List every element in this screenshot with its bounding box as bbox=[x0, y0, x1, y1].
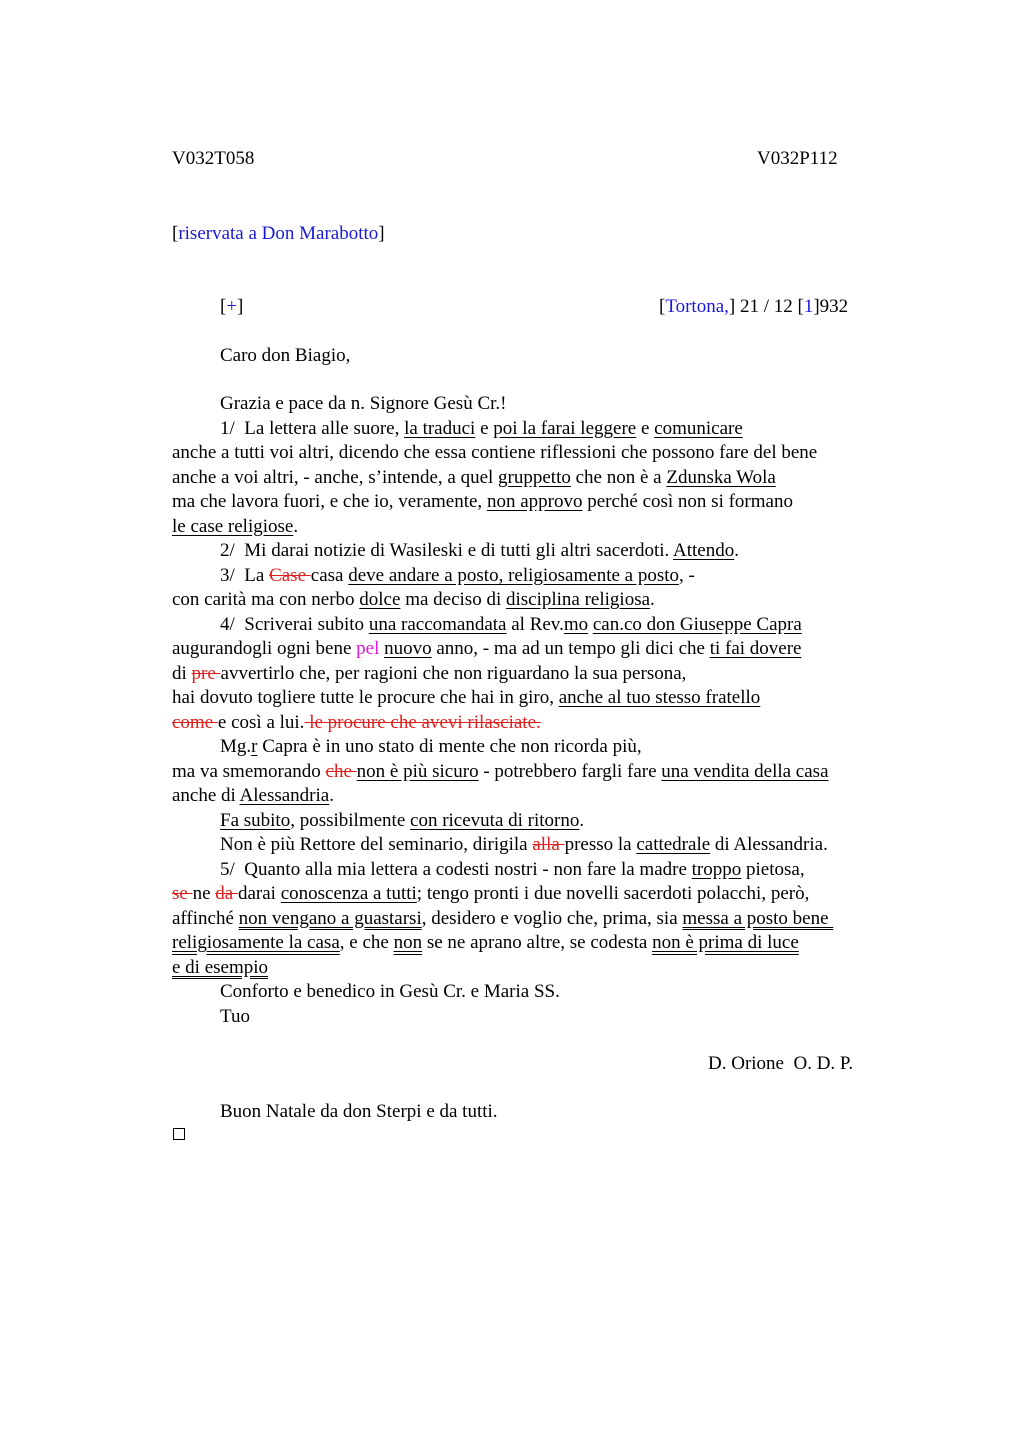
text: di Alessandria. bbox=[710, 834, 828, 855]
underlined-text: non approvo bbox=[486, 491, 583, 512]
body-line: Grazia e pace da n. Signore Gesù Cr.! bbox=[220, 393, 507, 414]
body-line bbox=[172, 931, 892, 956]
deleted-text: come bbox=[172, 711, 218, 733]
text: perché così non si formano bbox=[582, 491, 793, 512]
bracket-open: [ bbox=[659, 296, 666, 317]
text: hai dovuto togliere tutte le procure che hai in giro, bbox=[172, 687, 559, 708]
text: ma deciso di bbox=[400, 589, 506, 610]
text: . bbox=[293, 515, 299, 537]
text: 2/ Mi darai notizie di Wasileski e di tutti gli altri sacerdoti. bbox=[220, 540, 673, 561]
text: se ne aprano altre, se codesta bbox=[422, 932, 653, 953]
text: Non è più Rettore del seminario, dirigila bbox=[220, 834, 533, 855]
text: Mg. bbox=[220, 736, 252, 757]
text: 5/ Quanto alla mia lettera a codesti nostri - non fare la madre bbox=[220, 858, 692, 880]
text: . bbox=[650, 589, 655, 610]
variant-text: pel bbox=[356, 638, 380, 659]
text: pietosa, bbox=[741, 858, 805, 880]
text: ma va smemorando bbox=[172, 760, 326, 782]
note-text: riservata a Don Marabotto bbox=[178, 223, 379, 244]
double-underlined-text: messa a posto bene bbox=[682, 907, 834, 929]
double-underlined-text: non è prima di luce bbox=[652, 932, 799, 953]
double-underlined-text: non vengano a guastarsi bbox=[238, 907, 422, 929]
body-line bbox=[172, 956, 892, 981]
underlined-text: nuovo bbox=[384, 638, 432, 659]
bracket-close: ] bbox=[237, 296, 244, 317]
text: , - bbox=[679, 564, 695, 586]
underlined-text: Attendo bbox=[672, 540, 735, 561]
underlined-text: con ricevuta di ritorno bbox=[410, 809, 580, 831]
underlined-text: dolce bbox=[359, 589, 401, 610]
cross-mark bbox=[220, 297, 243, 316]
underlined-text: troppo bbox=[691, 858, 742, 880]
text: ne bbox=[192, 883, 216, 904]
underlined-text: gruppetto bbox=[498, 466, 571, 488]
body-line bbox=[172, 564, 892, 589]
text: che non è a bbox=[570, 466, 667, 488]
underlined-text: Fa subito bbox=[220, 809, 291, 831]
underlined-text: una raccomandata bbox=[368, 613, 507, 635]
bracket-open: [ bbox=[797, 296, 804, 317]
underlined-text: Zdunska Wola bbox=[666, 466, 776, 488]
body-line bbox=[172, 490, 892, 515]
body-line bbox=[172, 515, 892, 540]
body-line bbox=[172, 882, 892, 907]
body-line bbox=[172, 417, 892, 442]
text: Capra è in uno stato di mente che non ricorda più, bbox=[257, 736, 642, 757]
text: , e che bbox=[339, 932, 394, 953]
deleted-text: alla bbox=[532, 834, 565, 855]
letter-body bbox=[172, 392, 892, 1029]
body-line bbox=[172, 735, 892, 760]
underlined-text: poi la farai leggere bbox=[493, 417, 637, 439]
text: anche di bbox=[172, 785, 240, 806]
double-underlined-text: non bbox=[393, 932, 423, 953]
body-line bbox=[172, 662, 892, 687]
underlined-text: Alessandria bbox=[239, 785, 330, 806]
bracket-close: ] bbox=[813, 296, 820, 317]
body-line bbox=[172, 588, 892, 613]
end-marker-icon bbox=[173, 1128, 185, 1140]
text: di bbox=[172, 662, 192, 684]
text: 1/ La lettera alle suore, bbox=[220, 417, 405, 439]
body-line bbox=[172, 858, 892, 883]
body-line bbox=[172, 809, 892, 834]
bracket-open: [ bbox=[172, 223, 179, 244]
text: avvertirlo che, per ragioni che non riguardano la sua persona, bbox=[220, 662, 687, 684]
cross-icon: + bbox=[226, 296, 238, 317]
deleted-text: le procure che avevi rilasciate. bbox=[304, 711, 541, 733]
underlined-text: non è più sicuro bbox=[356, 760, 479, 782]
text: affinché bbox=[172, 907, 239, 929]
text: ma che lavora fuori, e che io, veramente, bbox=[172, 491, 487, 512]
text: , possibilmente bbox=[290, 809, 411, 831]
underlined-text: conoscenza a tutti bbox=[280, 883, 417, 904]
text: . bbox=[579, 809, 585, 831]
text: anno, - ma ad un tempo gli dici che bbox=[431, 638, 710, 659]
text: 3/ La bbox=[220, 564, 270, 586]
body-line bbox=[172, 784, 892, 809]
document-code-left: V032T058 bbox=[172, 148, 255, 169]
text: augurandogli ogni bene bbox=[172, 638, 357, 659]
text: con carità ma con nerbo bbox=[172, 589, 360, 610]
date-year: 932 bbox=[819, 296, 849, 317]
text: e bbox=[636, 417, 655, 439]
underlined-text: anche al tuo stesso fratello bbox=[558, 687, 761, 708]
text: . bbox=[329, 785, 334, 806]
underlined-text: comunicare bbox=[654, 417, 743, 439]
text: al Rev. bbox=[506, 613, 564, 635]
body-line bbox=[172, 466, 892, 491]
text: ; tengo pronti i due novelli sacerdoti polacchi, però, bbox=[416, 883, 810, 904]
body-line bbox=[172, 907, 892, 932]
deleted-text: Case bbox=[269, 564, 311, 586]
body-line: Conforto e benedico in Gesù Cr. e Maria SS. bbox=[220, 981, 560, 1002]
underlined-text: la traduci bbox=[404, 417, 476, 439]
bracket-close: ] bbox=[378, 223, 385, 244]
underlined-text: ti fai dovere bbox=[709, 638, 802, 659]
text: 4/ Scriverai subito bbox=[220, 613, 369, 635]
text: e così a lui. bbox=[217, 711, 305, 733]
body-line bbox=[172, 637, 892, 662]
body-line bbox=[172, 711, 892, 736]
text: anche a voi altri, - anche, s’intende, a quel bbox=[172, 466, 499, 488]
underlined-text: deve andare a posto, religiosamente a posto bbox=[348, 564, 680, 586]
body-line bbox=[172, 539, 892, 564]
underlined-text: le case religiose bbox=[172, 515, 294, 537]
body-line bbox=[172, 760, 892, 785]
text: , desidero e voglio che, prima, sia bbox=[421, 907, 683, 929]
underlined-text: r bbox=[251, 736, 258, 757]
text: casa bbox=[310, 564, 349, 586]
underlined-text: mo bbox=[563, 613, 589, 635]
bracket-close: ] bbox=[728, 296, 736, 317]
editorial-note bbox=[172, 224, 385, 243]
double-underlined-text: religiosamente la casa bbox=[172, 932, 340, 953]
salutation: Caro don Biagio, bbox=[220, 345, 351, 366]
double-underlined-text: e di esempio bbox=[172, 956, 269, 978]
underlined-text: una vendita della casa bbox=[661, 760, 829, 782]
underlined-text: can.co don Giuseppe Capra bbox=[592, 613, 802, 635]
deleted-text: da bbox=[215, 883, 238, 904]
text: - potrebbero fargli fare bbox=[478, 760, 662, 782]
body-line bbox=[172, 613, 892, 638]
date-day-month: 21 / 12 bbox=[735, 296, 798, 317]
text: e bbox=[475, 417, 494, 439]
deleted-text: pre bbox=[191, 662, 221, 684]
deleted-text: se bbox=[172, 883, 193, 904]
text: darai bbox=[237, 883, 281, 904]
body-line bbox=[172, 686, 892, 711]
date-place: Tortona, bbox=[665, 296, 729, 317]
date-century: 1 bbox=[803, 296, 814, 317]
text: presso la bbox=[564, 834, 637, 855]
underlined-text: cattedrale bbox=[636, 834, 711, 855]
postscript: Buon Natale da don Sterpi e da tutti. bbox=[220, 1101, 498, 1122]
signature: D. Orione O. D. P. bbox=[708, 1053, 854, 1074]
document-code-right: V032P112 bbox=[757, 148, 838, 169]
body-line bbox=[172, 833, 892, 858]
underlined-text: disciplina religiosa bbox=[505, 589, 651, 610]
deleted-text: che bbox=[325, 760, 357, 782]
body-line: anche a tutti voi altri, dicendo che essa contiene riflessioni che possono fare del bene bbox=[172, 442, 818, 463]
body-line: Tuo bbox=[220, 1005, 250, 1027]
date-line bbox=[659, 297, 848, 316]
text: . bbox=[734, 540, 739, 561]
bracket-open: [ bbox=[220, 296, 227, 317]
